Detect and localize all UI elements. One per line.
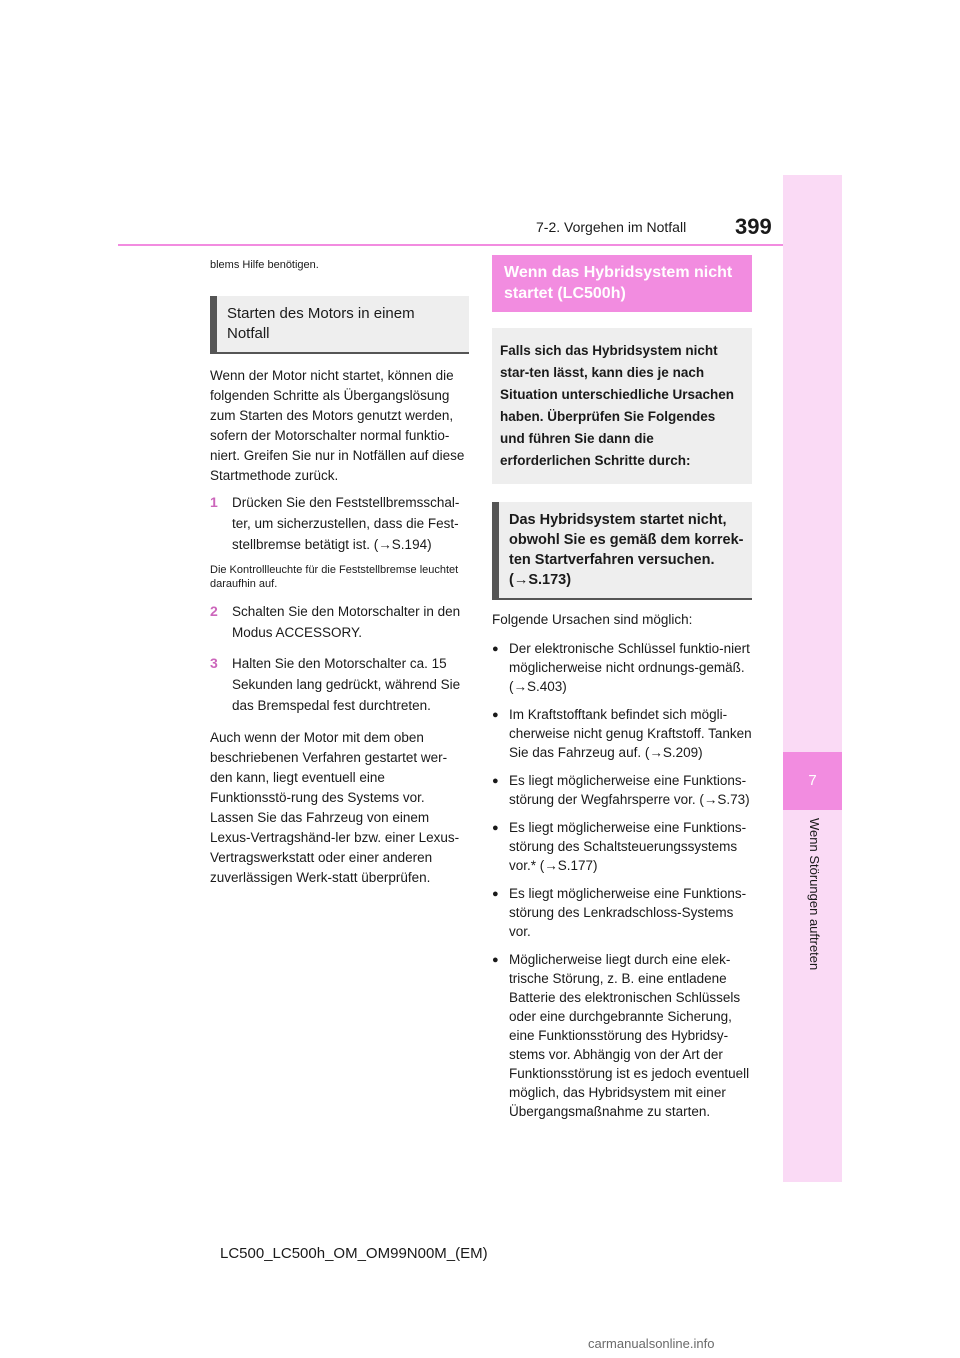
page-number: 399	[735, 214, 772, 239]
hybrid-heading: Wenn das Hybridsystem nicht startet (LC500h)	[492, 255, 752, 312]
closing-paragraph: Auch wenn der Motor mit dem oben beschriebenen Verfahren gestartet wer-den kann, liegt eventuell eine Funktionsstö-rung des Systems vor. Lassen Sie das Fahrzeug von einem Lexus-Vertragshänd-ler bzw. einer Lexus-Vertragswerkstatt oder einer anderen zuverlässigen Werk-statt überprüfen.	[210, 730, 460, 885]
step-number: 1	[210, 494, 218, 510]
intro-fragment: blems Hilfe benötigen.	[210, 259, 319, 271]
step-note: Die Kontrollleuchte für die Feststellbremse leuchtet daraufhin auf.	[210, 564, 459, 590]
chapter-label: Wenn Störungen auftreten	[807, 818, 822, 971]
bullet-icon: ●	[492, 954, 499, 966]
step-3	[210, 653, 469, 716]
bullet-icon: ●	[492, 775, 499, 787]
bullet-icon: ●	[492, 643, 499, 655]
step-number: 2	[210, 603, 218, 619]
step-text: Schalten Sie den Motorschalter in den Modus ACCESSORY.	[232, 604, 461, 640]
list-item	[492, 818, 752, 875]
list-item	[492, 950, 752, 1121]
list-item	[492, 771, 752, 809]
right-column	[492, 255, 752, 1121]
sub-heading-no-start: Das Hybridsystem startet nicht, obwohl Sie es gemäß dem korrek-ten Startverfahren versuchen. (→S.173)	[492, 502, 752, 600]
list-item-text: Es liegt möglicherweise eine Funktions-störung des Lenkradschloss-Systems vor.	[509, 886, 747, 939]
list-item-text: Es liegt möglicherweise eine Funktions-störung der Wegfahrsperre vor. (→S.73)	[509, 773, 750, 807]
list-item	[492, 705, 752, 762]
list-item-text: Im Kraftstofftank befindet sich mögli-cherweise nicht genug Kraftstoff. Tanken Sie das Fahrzeug auf. (→S.209)	[509, 707, 752, 760]
list-item-text: Möglicherweise liegt durch eine elek-trische Störung, z. B. eine entladene Batterie des elektronischen Schlüssels oder eine durchgebrannte Sicherung, eine Funktionsstörung des Hybridsy-stems vor. Abhängig von der Art der Funktionsstörung ist es jedoch eventuell möglich, das Hybridsystem mit einer Übergangsmaßnahme zu starten.	[509, 952, 750, 1119]
step-number: 3	[210, 655, 218, 671]
list-item-text: Es liegt möglicherweise eine Funktions-störung des Schaltsteuerungssystems vor.* (→S.177)	[509, 820, 747, 873]
bullet-icon: ●	[492, 822, 499, 834]
causes-intro: Folgende Ursachen sind möglich:	[492, 612, 693, 627]
list-item	[492, 639, 752, 696]
chapter-side-tab	[783, 175, 842, 1182]
step-text: Drücken Sie den Feststellbremsschal-ter, um sicherzustellen, dass die Fest-stellbremse betätigt ist. (→S.194)	[232, 495, 460, 552]
section-title: 7-2. Vorgehen im Notfall	[536, 219, 687, 235]
list-item-text: Der elektronische Schlüssel funktio-niert möglicherweise nicht ordnungs-gemäß. (→S.403)	[509, 641, 750, 694]
watermark-link[interactable]: carmanualsonline.info	[588, 1336, 715, 1351]
chapter-number: 7	[808, 772, 817, 789]
section-heading-emergency-start: Starten des Motors in einem Notfall	[210, 296, 469, 354]
header-divider	[118, 244, 784, 246]
hybrid-intro-box: Falls sich das Hybridsystem nicht star-ten lässt, kann dies je nach Situation unterschiedliche Ursachen haben. Überprüfen Sie Folgendes und führen Sie dann die erforderlichen Schritte durch:	[492, 328, 752, 484]
intro-paragraph: Wenn der Motor nicht startet, können die folgenden Schritte als Übergangslösung zum Starten des Motors genutzt werden, sofern der Motorschalter normal funktio-niert. Greifen Sie nur in Notfällen auf diese Startmethode zurück.	[210, 368, 465, 483]
bullet-icon: ●	[492, 888, 499, 900]
step-text: Halten Sie den Motorschalter ca. 15 Sekunden lang gedrückt, während Sie das Bremspedal fest durchtreten.	[232, 656, 461, 713]
list-item	[492, 884, 752, 941]
step-2	[210, 601, 469, 643]
step-1	[210, 492, 469, 555]
bullet-icon: ●	[492, 709, 499, 721]
left-column	[210, 258, 469, 888]
document-code: LC500_LC500h_OM_OM99N00M_(EM)	[220, 1245, 488, 1262]
